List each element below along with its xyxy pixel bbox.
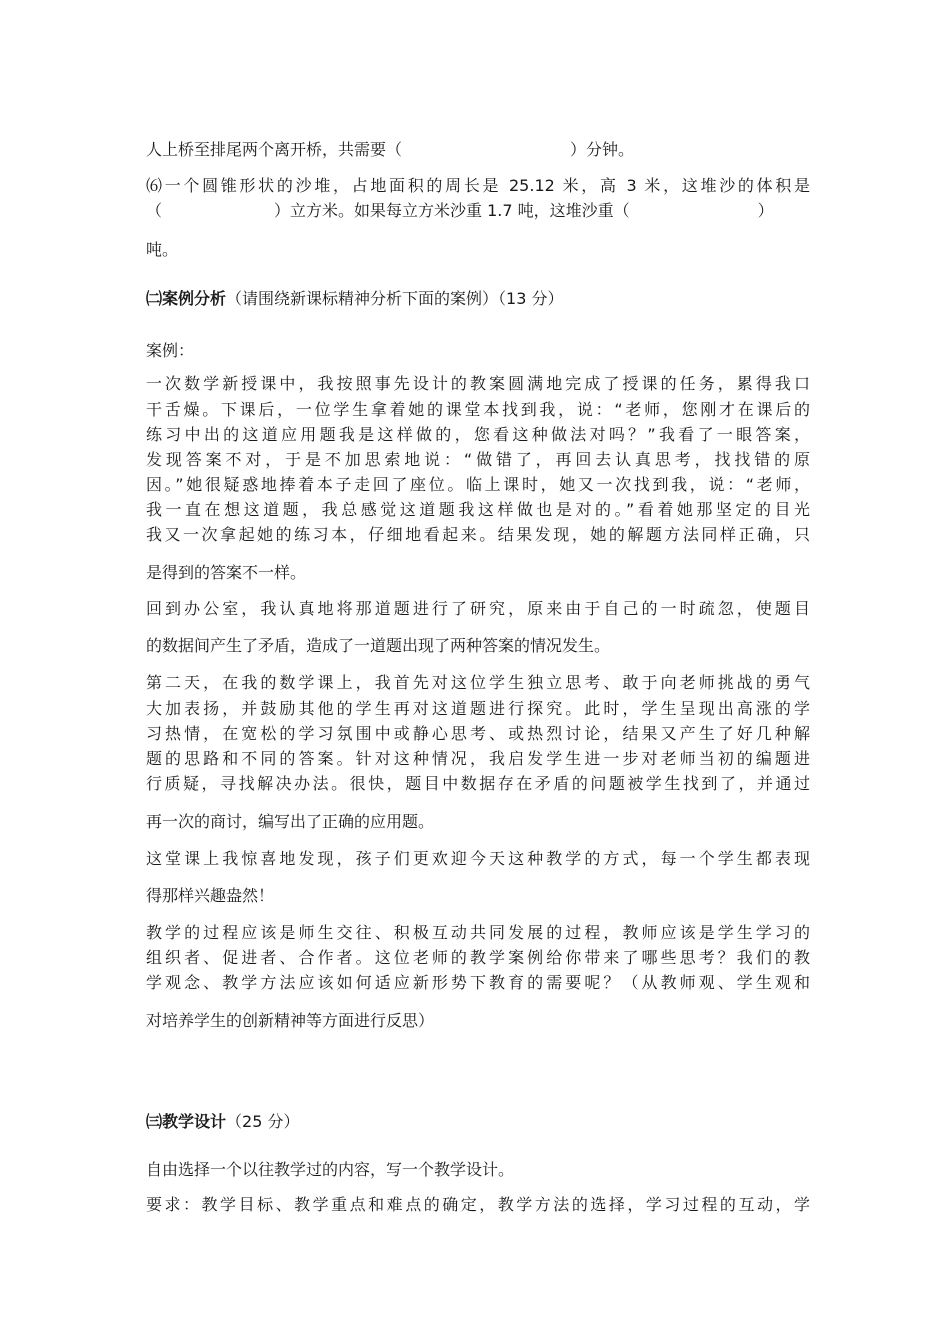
p5-line: 对培养学生的创新精神等方面进行反思） bbox=[146, 1011, 435, 1030]
case-label: 案例： bbox=[146, 341, 195, 360]
section3-line-2: 要求：教学目标、教学重点和难点的确定，教学方法的选择，学习过程的互动，学 bbox=[146, 1195, 810, 1214]
p3-line: 行质疑，寻找解决办法。很快，题目中数据存在矛盾的问题被学生找到了，并通过 bbox=[146, 774, 810, 793]
section3-note: （25 分） bbox=[226, 1112, 300, 1131]
p3-line: 大加表扬，并鼓励其他的学生再对这道题进行探究。此时，学生呈现出高涨的学 bbox=[146, 699, 810, 718]
section2-note: （请围绕新课标精神分析下面的案例）（13 分） bbox=[226, 289, 564, 308]
section3-heading-line bbox=[146, 1110, 810, 1134]
p3-line: 第二天，在我的数学课上，我首先对这位学生独立思考、敢于向老师挑战的勇气 bbox=[146, 673, 810, 692]
q6-line-1: ⑹一个圆锥形状的沙堆，占地面积的周长是 25.12 米，高 3 米，这堆沙的体积是 bbox=[146, 176, 810, 195]
p3-line: 习热情，在宽松的学习氛围中或静心思考、或热烈讨论，结果又产生了好几种解 bbox=[146, 724, 810, 743]
p2-line: 的数据间产生了矛盾，造成了一道题出现了两种答案的情况发生。 bbox=[146, 636, 611, 655]
section2-heading-line bbox=[146, 287, 810, 311]
section3-heading: ㈢教学设计 bbox=[146, 1112, 227, 1131]
p4-line: 这堂课上我惊喜地发现，孩子们更欢迎今天这种教学的方式，每一个学生都表现 bbox=[146, 849, 810, 868]
q6-line-2 bbox=[146, 199, 810, 223]
document-page bbox=[146, 0, 810, 1344]
p1-line: 我一直在想这道题，我总感觉这道题我这样做也是对的。”看着她那坚定的目光 bbox=[146, 500, 810, 519]
p3-line: 题的思路和不同的答案。针对这种情况，我启发学生进一步对老师当初的编题进 bbox=[146, 749, 810, 768]
q6-open-paren-1: （ bbox=[146, 201, 163, 220]
p1-line: 因。”她很疑惑地捧着本子走回了座位。临上课时，她又一次找到我，说：“老师， bbox=[146, 475, 810, 494]
p1-line: 我又一次拿起她的练习本，仔细地看起来。结果发现，她的解题方法同样正确，只 bbox=[146, 525, 810, 544]
q5-text-after-blank: ）分钟。 bbox=[570, 140, 635, 159]
p4-line: 得那样兴趣盎然！ bbox=[146, 886, 275, 905]
q5-text-before-blank: 人上桥至排尾两个离开桥，共需要（ bbox=[146, 140, 403, 159]
q6-close-paren-2: ） bbox=[757, 201, 774, 220]
p1-line: 一次数学新授课中，我按照事先设计的教案圆满地完成了授课的任务，累得我口 bbox=[146, 374, 810, 393]
q6-text-mid: ）立方米。如果每立方米沙重 1.7 吨，这堆沙重（ bbox=[274, 201, 630, 220]
section3-line-1: 自由选择一个以往教学过的内容，写一个教学设计。 bbox=[146, 1160, 515, 1179]
p1-line: 是得到的答案不一样。 bbox=[146, 563, 307, 582]
q5-line bbox=[146, 138, 810, 162]
p5-line: 学观念、教学方法应该如何适应新形势下教育的需要呢？（从教师观、学生观和 bbox=[146, 973, 810, 992]
p3-line: 再一次的商讨，编写出了正确的应用题。 bbox=[146, 812, 435, 831]
q6-line-3: 吨。 bbox=[146, 240, 179, 259]
p1-line: 干舌燥。下课后，一位学生拿着她的课堂本找到我，说：“老师，您刚才在课后的 bbox=[146, 400, 810, 419]
p5-line: 教学的过程应该是师生交往、积极互动共同发展的过程，教师应该是学生学习的 bbox=[146, 923, 810, 942]
p1-line: 发现答案不对，于是不加思索地说：“做错了，再回去认真思考，找找错的原 bbox=[146, 450, 810, 469]
p2-line: 回到办公室，我认真地将那道题进行了研究，原来由于自己的一时疏忽，使题目 bbox=[146, 599, 810, 618]
p5-line: 组织者、促进者、合作者。这位老师的教学案例给你带来了哪些思考？我们的教 bbox=[146, 948, 810, 967]
p1-line: 练习中出的这道应用题我是这样做的，您看这种做法对吗？”我看了一眼答案， bbox=[146, 425, 810, 444]
section2-heading: ㈡案例分析 bbox=[146, 289, 227, 308]
